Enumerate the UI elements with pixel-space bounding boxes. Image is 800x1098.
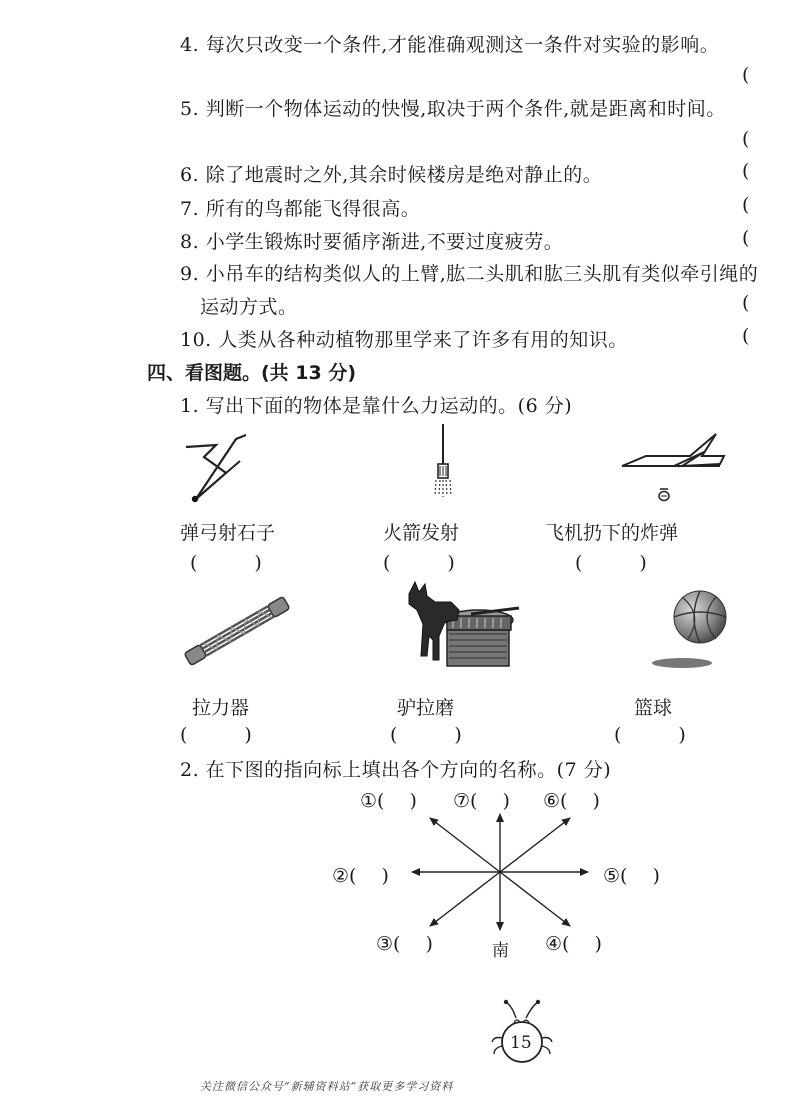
compass-slot-4[interactable]: ④( ) [545,933,602,955]
question-number: 9. [180,263,200,285]
question-number: 5. [180,98,200,120]
answer-blank[interactable]: ( ) [383,552,455,574]
answer-paren[interactable]: ( [742,64,750,86]
answer-blank[interactable]: ( ) [390,724,462,746]
answer-paren[interactable]: ( [742,128,750,150]
answer-paren[interactable]: ( [742,325,750,347]
question-number: 10. [180,329,212,351]
question-number: 4. [180,34,200,56]
compass-diagram [400,800,600,950]
answer-blank[interactable]: ( ) [190,552,262,574]
question-4 [180,30,719,57]
question-text: 小吊车的结构类似人的上臂,肱二头肌和肱三头肌有类似牵引绳的 [205,263,759,285]
answer-paren[interactable]: ( [742,160,750,182]
question-7 [180,194,420,221]
question-text: 所有的鸟都能飞得很高。 [205,198,421,220]
answer-paren[interactable]: ( [742,292,750,314]
compass-slot-7[interactable]: ⑦( ) [453,790,510,812]
page-number-bug-icon [486,998,556,1064]
answer-blank[interactable]: ( ) [575,552,647,574]
answer-paren[interactable]: ( [742,194,750,216]
section-question-2: 2. 在下图的指向标上填出各个方向的名称。(7 分) [180,759,612,781]
caption-slingshot: 弹弓射石子 [180,522,276,544]
footer-text: 关注微信公众号“新辅资料站”获取更多学习资料 [200,1080,454,1093]
compass-slot-6[interactable]: ⑥( ) [543,790,600,812]
section-title: 四、看图题。(共 13 分) [147,362,357,384]
question-9-continued: 运动方式。 [200,296,298,318]
answer-blank[interactable]: ( ) [614,724,686,746]
question-text: 小学生锻炼时要循序渐进,不要过度疲劳。 [205,231,564,253]
question-text: 每次只改变一个条件,才能准确观测这一条件对实验的影响。 [205,34,720,56]
caption-chest-expander: 拉力器 [192,697,250,719]
question-text: 人类从各种动植物那里学来了许多有用的知识。 [218,329,628,351]
compass-slot-3[interactable]: ③( ) [376,933,433,955]
caption-airplane-bomb: 飞机扔下的炸弹 [545,522,679,544]
caption-rocket: 火箭发射 [383,522,460,544]
question-number: 7. [180,198,200,220]
question-8 [180,227,563,254]
caption-donkey-millstone: 驴拉磨 [397,697,455,719]
compass-slot-1[interactable]: ①( ) [360,790,417,812]
page-number: 15 [510,1033,532,1053]
donkey-millstone-icon [405,580,525,670]
answer-blank[interactable]: ( ) [180,724,252,746]
question-text: 判断一个物体运动的快慢,取决于两个条件,就是距离和时间。 [205,98,726,120]
compass-slot-5[interactable]: ⑤( ) [603,865,660,887]
compass-south-label: 南 [492,941,509,961]
chest-expander-icon [182,588,292,674]
airplane-bomb-icon [620,430,730,502]
question-9 [180,259,758,286]
compass-slot-2[interactable]: ②( ) [332,865,389,887]
question-number: 6. [180,164,200,186]
rocket-icon [428,422,458,500]
basketball-icon [648,585,732,669]
question-5 [180,94,726,121]
slingshot-icon [180,425,260,505]
section-question-1: 1. 写出下面的物体是靠什么力运动的。(6 分) [180,395,573,417]
question-number: 8. [180,231,200,253]
answer-paren[interactable]: ( [742,227,750,249]
caption-basketball: 篮球 [634,697,673,719]
question-6 [180,160,602,187]
question-10 [180,325,628,352]
question-text: 除了地震时之外,其余时候楼房是绝对静止的。 [205,164,603,186]
